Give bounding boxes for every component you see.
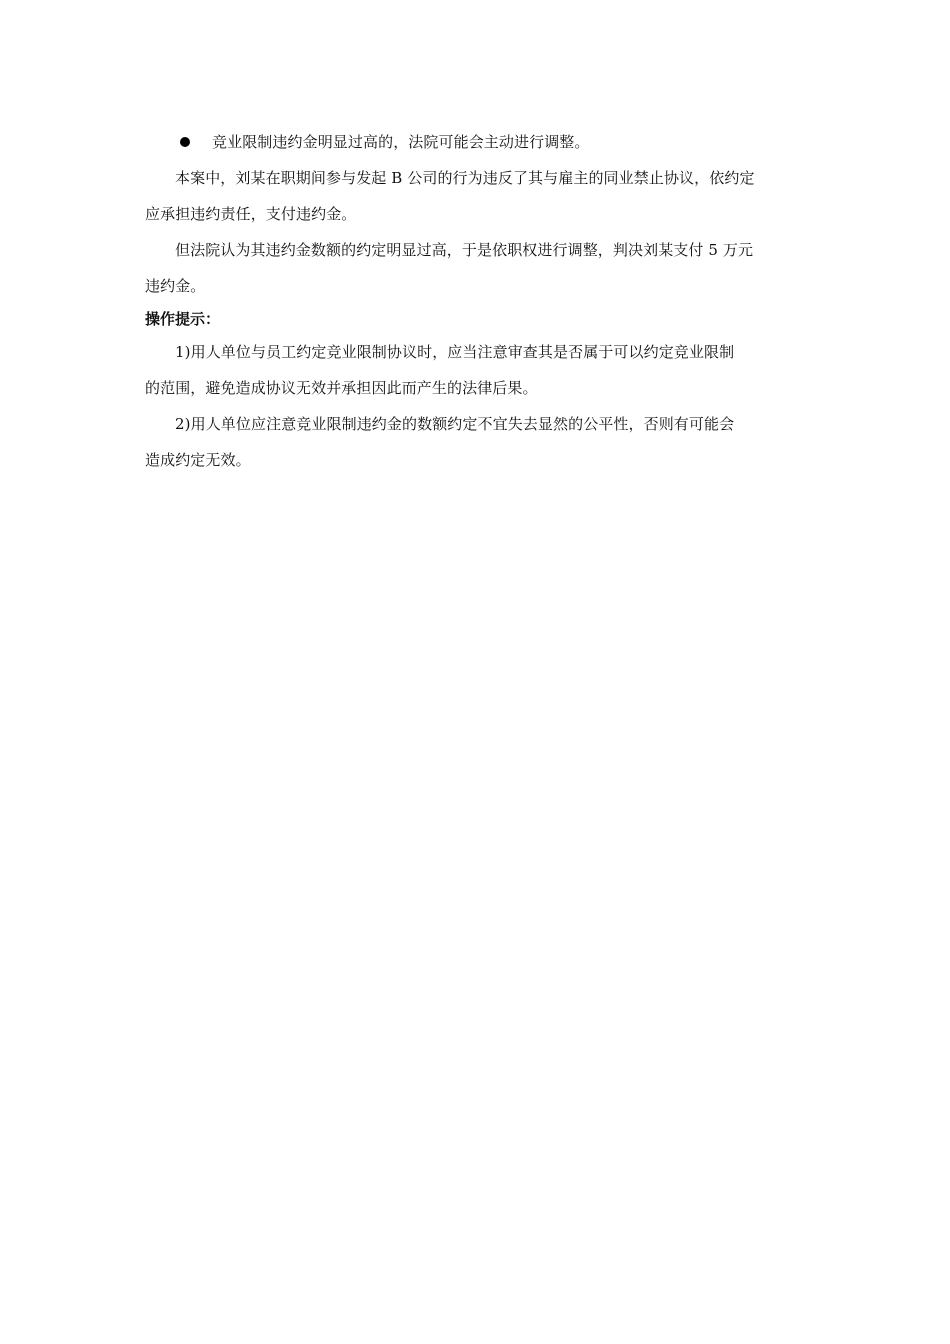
tip-line: 造成约定无效。 (145, 451, 251, 469)
section-heading: 操作提示： (145, 310, 221, 328)
document-body (145, 124, 807, 478)
paragraph-line: 应承担违约责任，支付违约金。 (145, 205, 357, 223)
paragraph-line: 违约金。 (145, 277, 206, 295)
bullet-icon (180, 137, 190, 147)
paragraph-court-ruling (145, 232, 807, 304)
tip-line: 2)用人单位应注意竞业限制违约金的数额约定不宜失去显然的公平性，否则有可能会 (175, 415, 735, 433)
tip-item-1 (145, 334, 807, 406)
bullet-list-item (145, 124, 807, 160)
paragraph-case-summary (145, 160, 807, 232)
tip-line: 1)用人单位与员工约定竞业限制协议时，应当注意审查其是否属于可以约定竞业限制 (175, 343, 735, 361)
tip-item-2 (145, 406, 807, 478)
tip-line: 的范围，避免造成协议无效并承担因此而产生的法律后果。 (145, 379, 538, 397)
paragraph-line: 本案中，刘某在职期间参与发起 B 公司的行为违反了其与雇主的同业禁止协议，依约定 (175, 169, 755, 187)
bullet-text: 竞业限制违约金明显过高的，法院可能会主动进行调整。 (212, 133, 590, 151)
paragraph-line: 但法院认为其违约金数额的约定明显过高，于是依职权进行调整，判决刘某支付 5 万元 (175, 241, 754, 259)
